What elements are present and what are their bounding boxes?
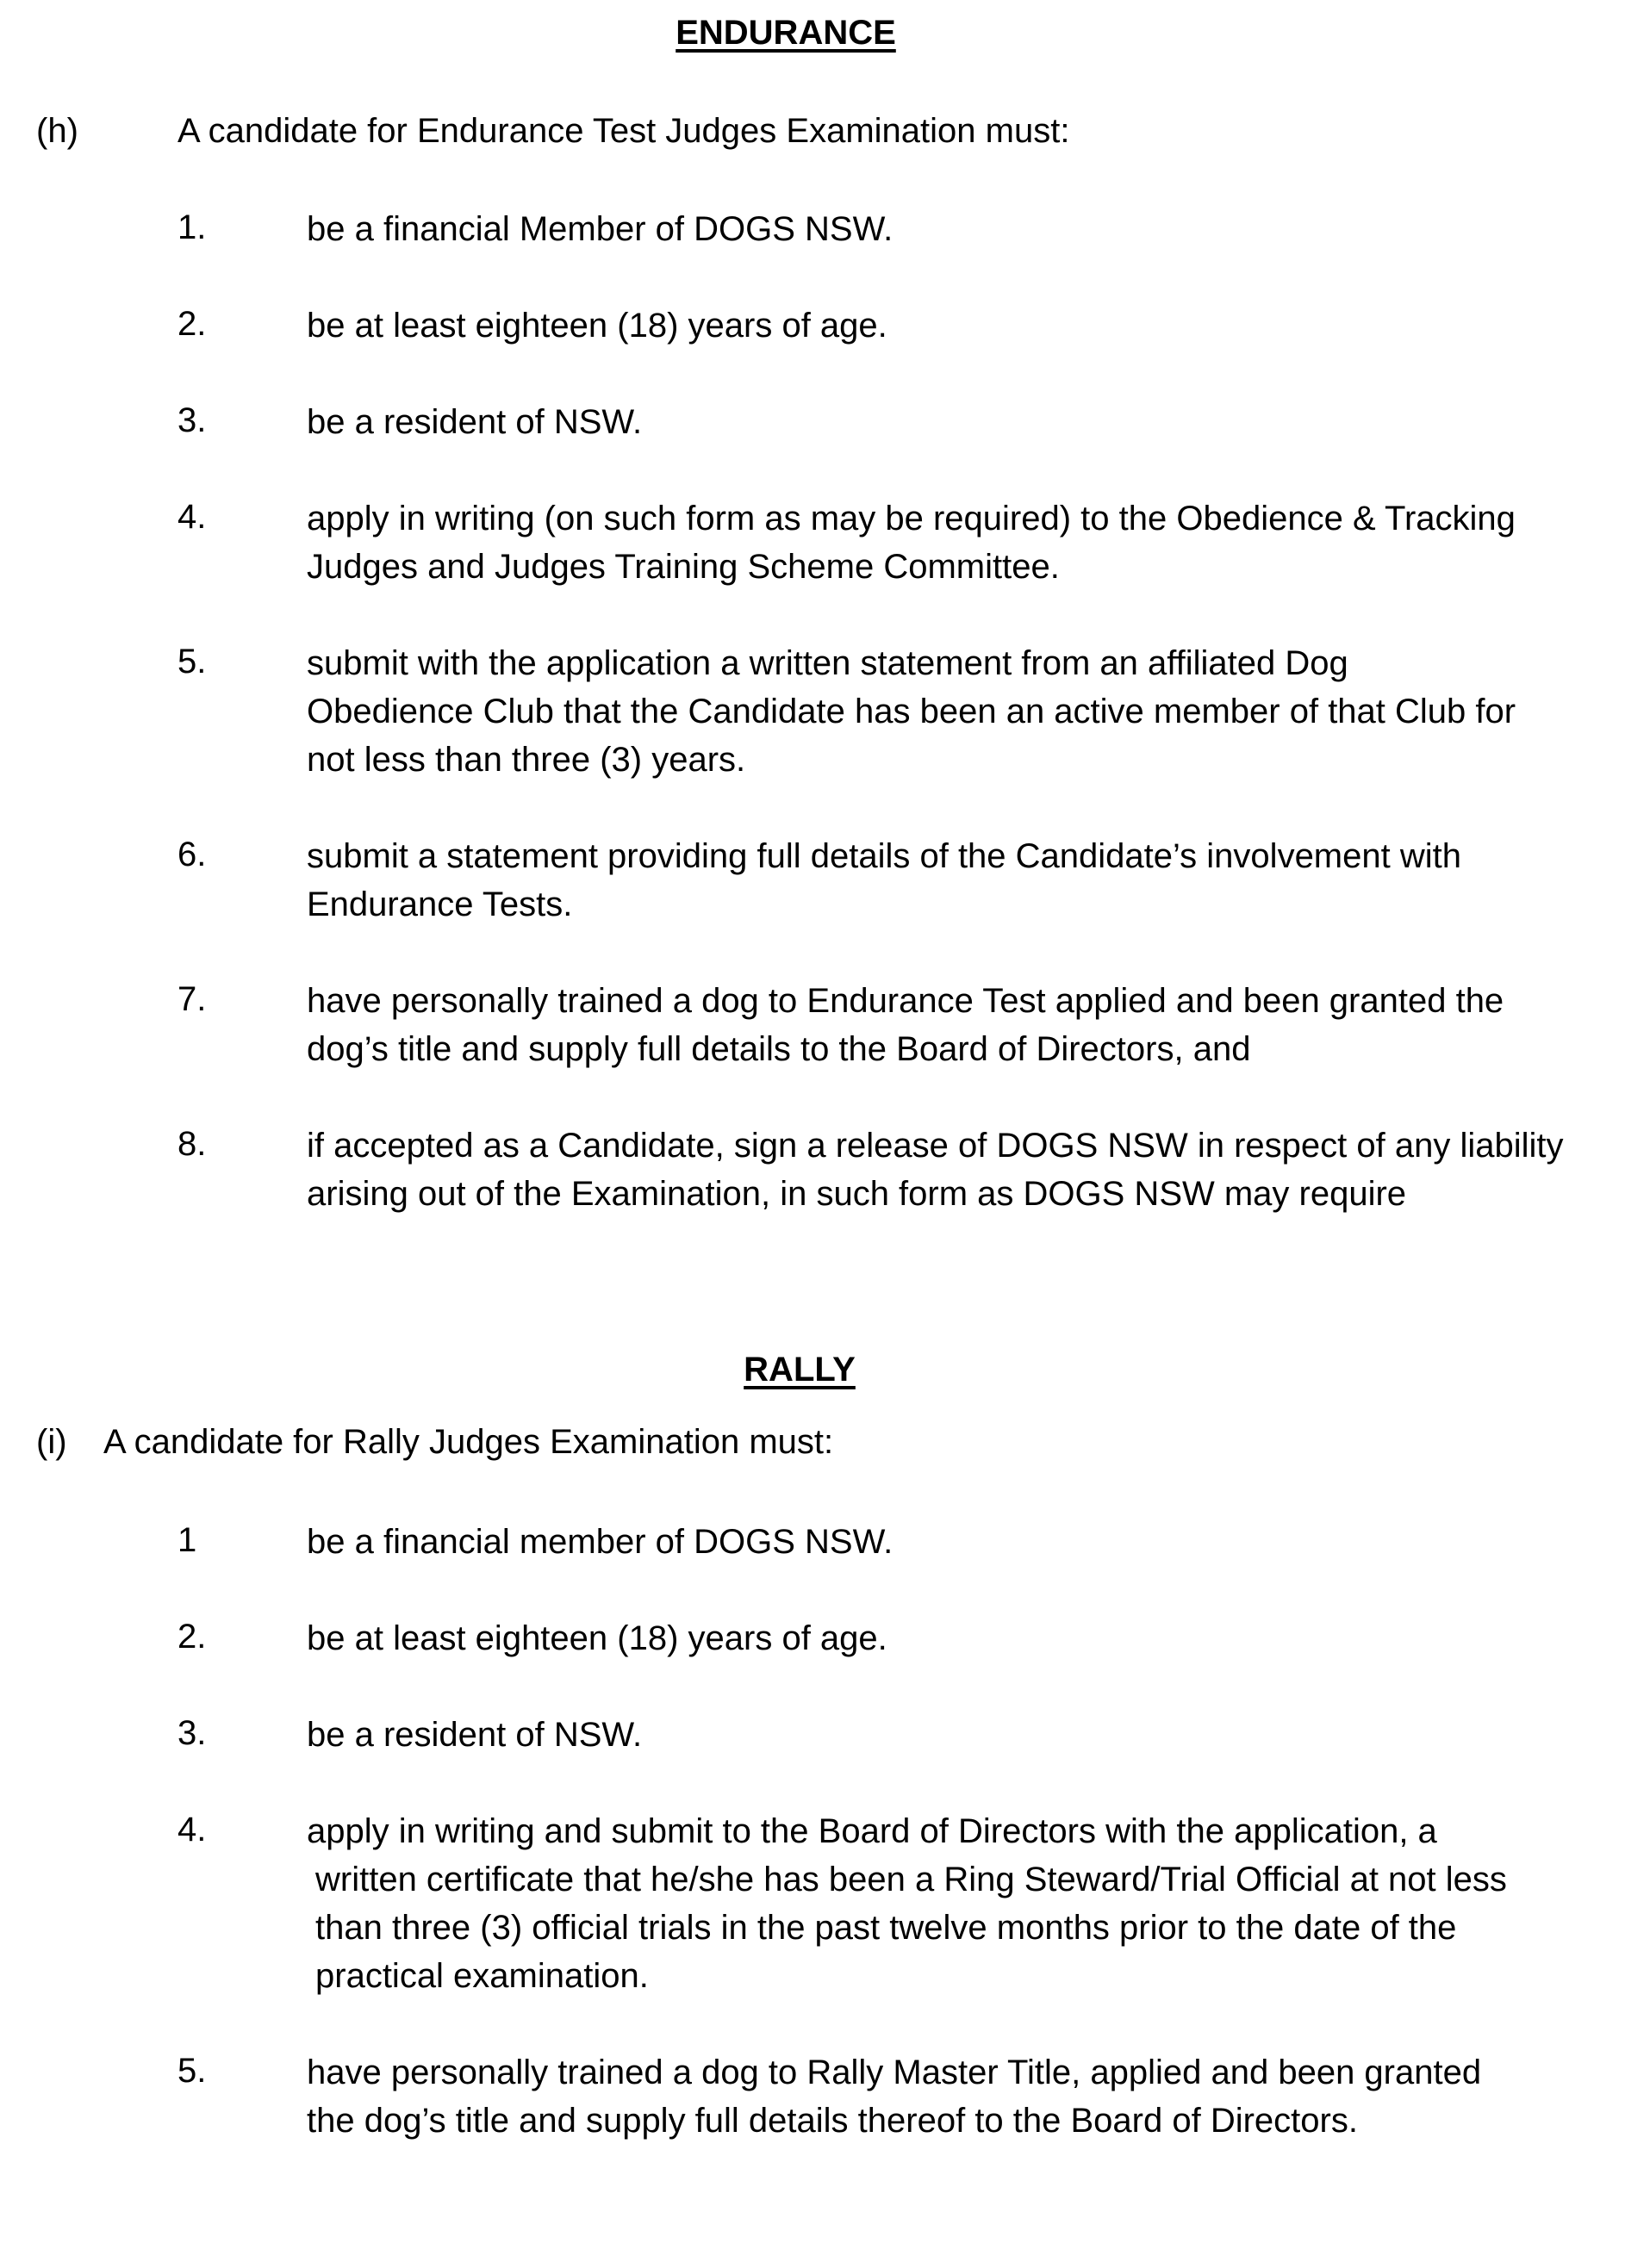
item-line: be a financial member of DOGS NSW. [307,1523,893,1561]
item-number: 3. [177,1714,207,1752]
item-text [307,1518,1616,1566]
item-line: submit with the application a written statement from an affiliated Dog [307,644,1348,682]
item-line: be a resident of NSW. [307,403,643,441]
item-text [307,301,1616,350]
item-line: if accepted as a Candidate, sign a release of DOGS NSW in respect of any liability [307,1127,1564,1165]
item-line: be at least eighteen (18) years of age. [307,307,887,345]
item-text [307,205,1616,253]
item-line: practical examination. [315,1957,649,1995]
item-text [307,639,1616,784]
item-text [307,977,1616,1073]
item-number: 8. [177,1125,207,1163]
item-text [307,2048,1616,2145]
item-line: have personally trained a dog to Rally Master Title, applied and been granted [307,2054,1482,2091]
item-line: apply in writing (on such form as may be required) to the Obedience & Tracking [307,500,1516,537]
item-text [307,832,1616,929]
item-line: Endurance Tests. [307,885,573,923]
item-number: 5. [177,2052,207,2090]
endurance-heading: ENDURANCE [676,14,896,52]
item-line: Obedience Club that the Candidate has been an active member of that Club for [307,693,1516,730]
item-line: apply in writing and submit to the Board of Directors with the application, a [307,1812,1437,1850]
item-number: 5. [177,643,207,680]
item-line: written certificate that he/she has been a Ring Steward/Trial Official at not less [315,1861,1507,1898]
item-line: arising out of the Examination, in such form as DOGS NSW may require [307,1175,1407,1213]
item-number: 4. [177,1811,207,1849]
item-line: be a financial Member of DOGS NSW. [307,210,893,248]
item-number: 1 [177,1521,197,1559]
item-number: 2. [177,1618,207,1656]
item-line: be at least eighteen (18) years of age. [307,1619,887,1657]
item-text [307,1807,1616,2000]
item-line: submit a statement providing full details of the Candidate’s involvement with [307,837,1461,875]
item-line: the dog’s title and supply full details thereof to the Board of Directors. [307,2102,1358,2140]
item-number: 3. [177,401,207,439]
item-text [307,398,1616,446]
item-line: not less than three (3) years. [307,741,746,779]
item-line: dog’s title and supply full details to the Board of Directors, and [307,1030,1251,1068]
endurance-section-marker: (h) [36,112,78,150]
rally-intro: A candidate for Rally Judges Examination must: [103,1423,834,1461]
item-line: be a resident of NSW. [307,1716,643,1754]
item-line: have personally trained a dog to Endurance Test applied and been granted the [307,982,1504,1020]
item-number: 6. [177,836,207,873]
item-text [307,1614,1616,1662]
item-number: 1. [177,208,207,246]
item-line: Judges and Judges Training Scheme Committee. [307,548,1060,586]
item-text [307,494,1616,591]
item-line: than three (3) official trials in the past twelve months prior to the date of the [315,1909,1457,1947]
rally-heading: RALLY [744,1351,856,1389]
item-number: 7. [177,980,207,1018]
item-number: 2. [177,305,207,343]
item-text [307,1122,1616,1218]
item-number: 4. [177,498,207,536]
item-text [307,1711,1616,1759]
endurance-intro: A candidate for Endurance Test Judges Examination must: [177,112,1070,150]
rally-section-marker: (i) [36,1423,67,1461]
